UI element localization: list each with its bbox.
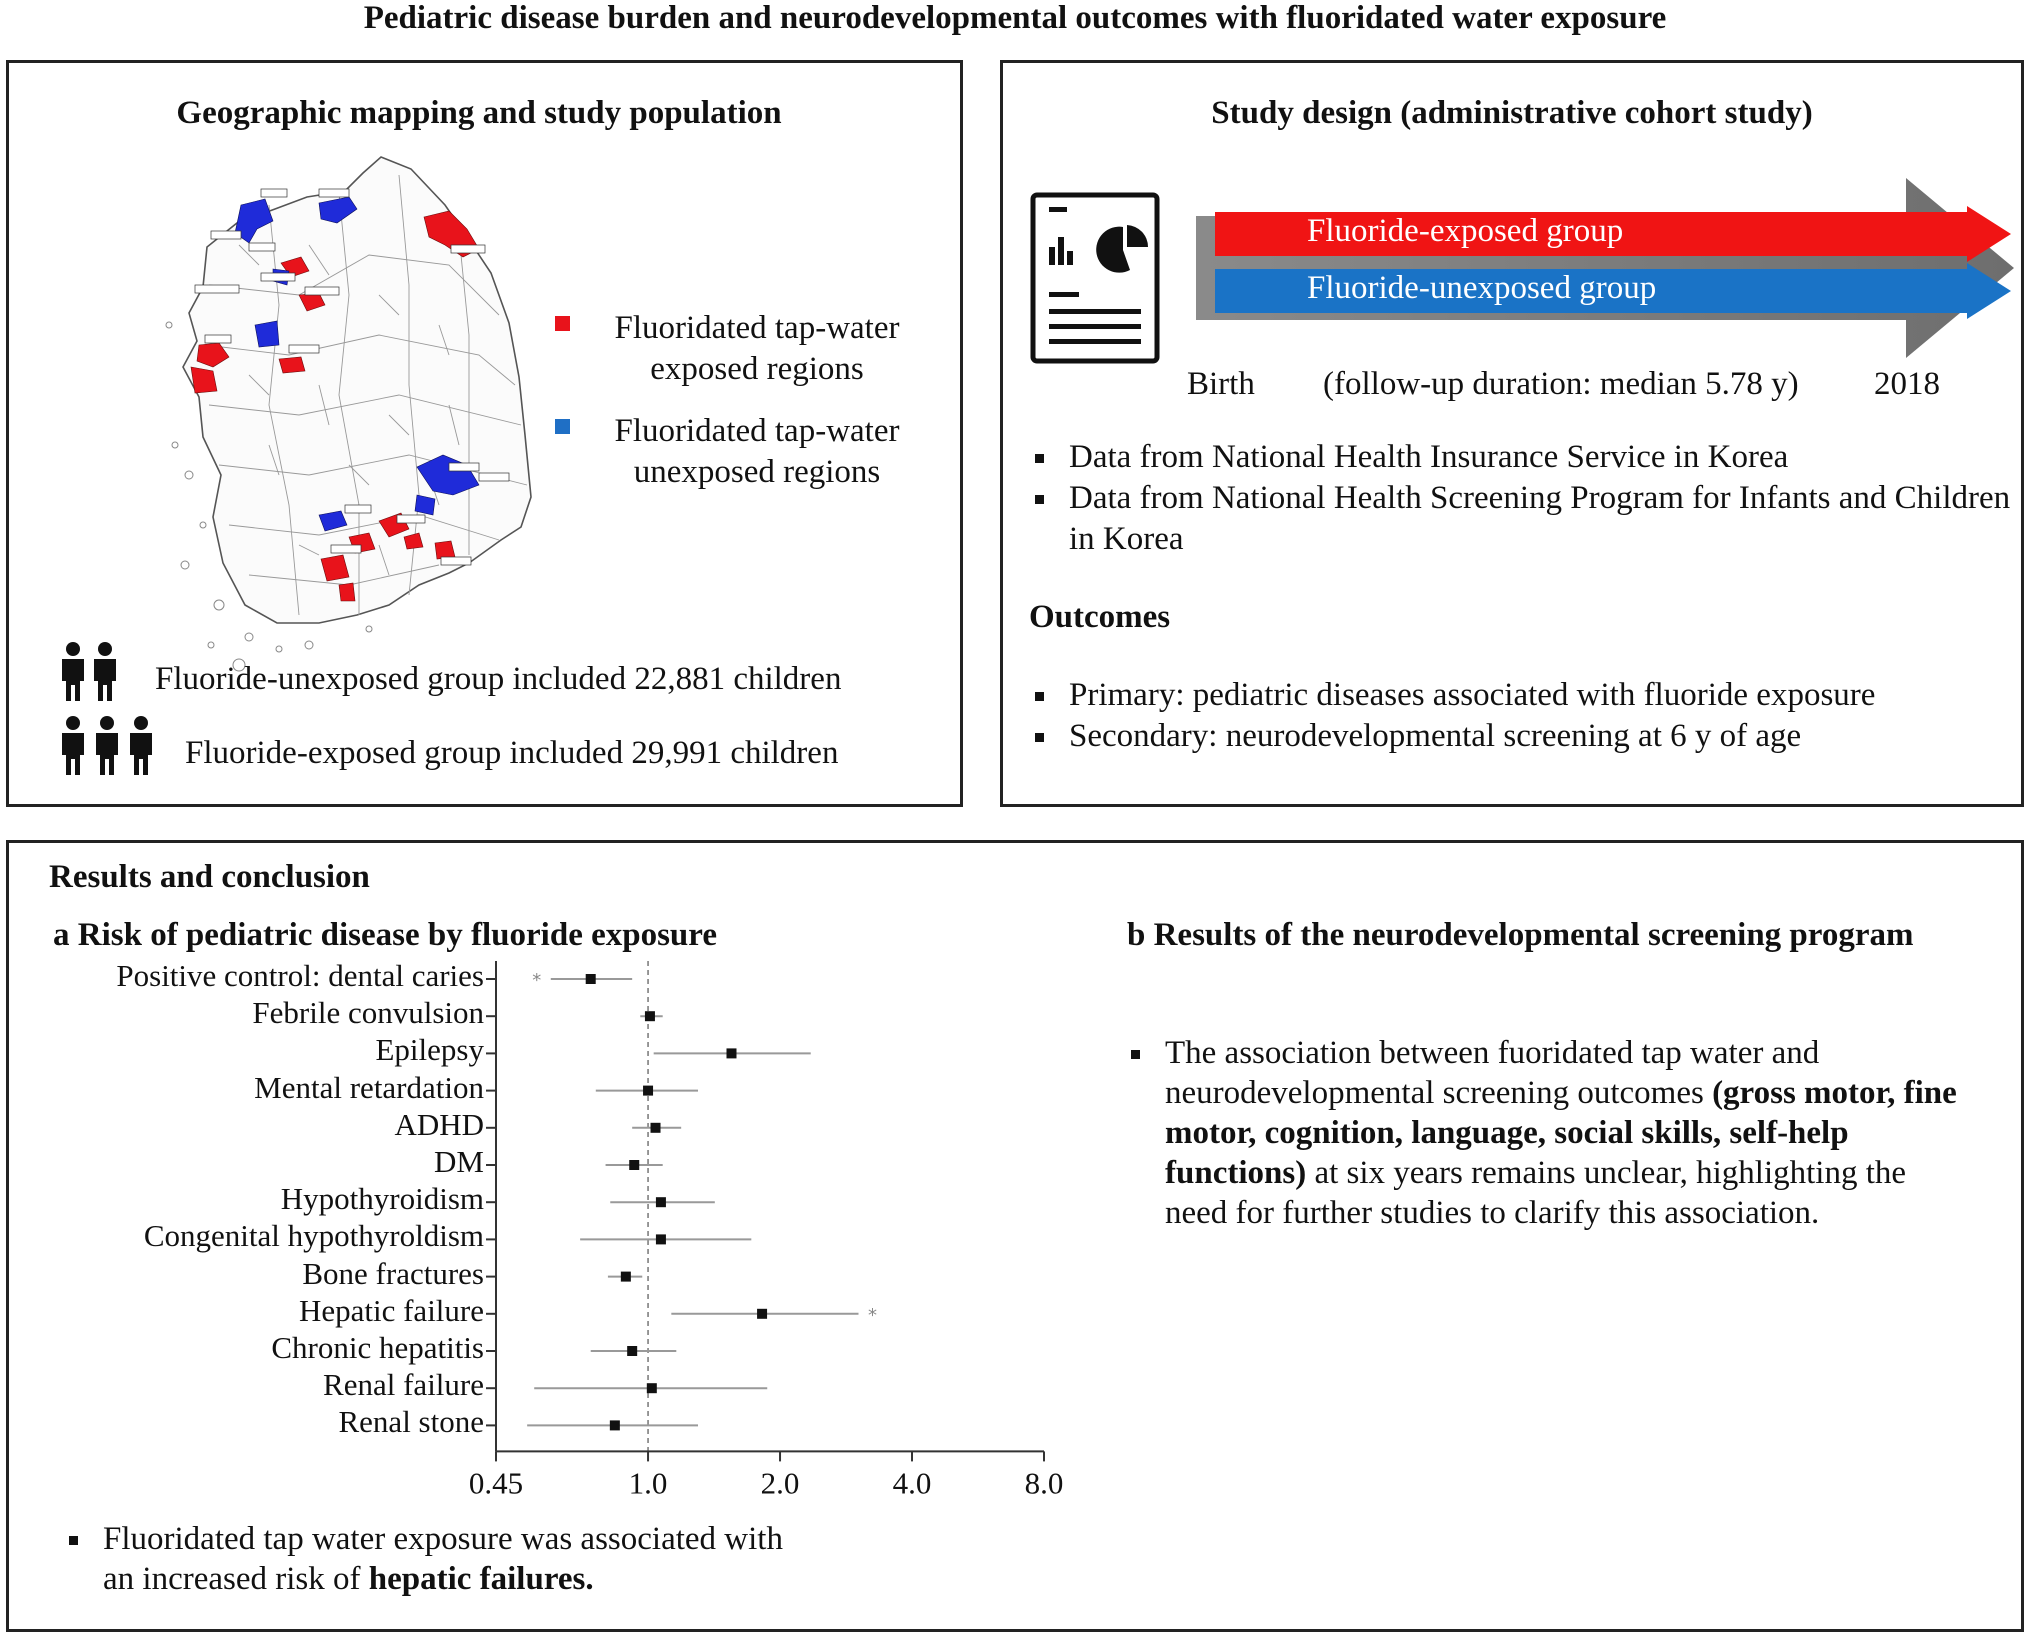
legend-unexposed-swatch [555,419,570,434]
forest-row-label: Mental retardation [254,1069,484,1105]
legend-exposed-swatch [555,316,570,331]
design-panel [1000,60,2024,807]
exposed-count: Fluoride-exposed group included 29,991 children [185,735,839,771]
forest-point-estimate [647,1383,657,1393]
forest-conclusion-list [59,1519,819,1599]
unexposed-arrow [1215,263,2015,319]
forest-point-estimate [643,1086,653,1096]
forest-x-tick-label: 2.0 [760,1465,800,1501]
people-icon-three [55,715,165,777]
forest-point-estimate [645,1011,655,1021]
forest-conclusion-emphasis: hepatic failures. [368,1561,594,1597]
timeline-start: Birth [1187,366,1255,402]
forest-point-estimate [656,1197,666,1207]
main-title: Pediatric disease burden and neurodevelopmental outcomes with fluoridated water exposure [363,0,1667,36]
forest-row-label: DM [434,1144,484,1179]
forest-row-label: Chronic hepatitis [271,1330,484,1365]
forest-row-label: Renal stone [338,1404,484,1440]
screening-title: b Results of the neurodevelopmental screening program [1127,917,1914,953]
results-panel [6,840,2024,1632]
outcomes-title: Outcomes [1029,599,1171,635]
report-icon [1027,189,1163,369]
forest-point-estimate [726,1048,736,1058]
screening-text-pre: The association between fuoridated tap water and neurodevelopmental screening outcomes [1165,1035,1820,1111]
data-sources-list [1025,437,2015,560]
forest-row-label: Bone fractures [302,1255,484,1291]
forest-point-estimate [621,1272,631,1282]
forest-point-estimate [757,1309,767,1319]
significance-marker: * [532,970,542,991]
screening-text-post: at six years remains unclear, highlighting the need for further studies to clarify this association. [1165,1155,1907,1231]
geo-panel [6,60,963,807]
legend-unexposed-line2: unexposed regions [633,454,881,490]
results-title: Results and conclusion [49,859,370,895]
forest-point-estimate [627,1346,637,1356]
screening-list [1121,1033,1961,1233]
forest-row-label: Hypothyroidism [280,1181,484,1217]
korea-map [149,145,549,705]
legend-exposed-line2: exposed regions [650,351,864,387]
geo-title: Geographic mapping and study population [176,95,782,131]
unexposed-arrow-label: Fluoride-unexposed group [1307,270,1657,306]
exposed-arrow [1215,206,2015,262]
timeline-end: 2018 [1874,366,1940,402]
data-source-item: Data from National Health Insurance Service in Korea [1025,437,2015,478]
legend-unexposed-line1: Fluoridated tap-water [614,413,900,449]
significance-marker: * [868,1304,878,1326]
forest-row-label: Epilepsy [375,1032,484,1068]
outcome-item: Secondary: neurodevelopmental screening at 6 y of age [1025,716,2015,757]
forest-row-label: Hepatic failure [298,1292,484,1328]
data-source-item: Data from National Health Screening Program for Infants and Children in Korea [1025,478,2015,560]
screening-conclusion [1121,1033,1961,1233]
forest-label-column [9,843,484,1623]
design-title: Study design (administrative cohort study) [1211,95,1813,131]
forest-point-estimate [586,974,596,984]
forest-x-tick-label: 8.0 [1024,1465,1064,1501]
forest-point-estimate [629,1160,639,1170]
forest-x-tick-label: 1.0 [628,1465,668,1501]
people-icon-two [55,641,131,703]
forest-point-estimate [610,1420,620,1430]
forest-row-label: Febrile convulsion [252,995,484,1031]
forest-row-label: Congenital hypothyroldism [143,1218,484,1254]
forest-x-tick-label: 4.0 [892,1465,932,1501]
exposed-arrow-label: Fluoride-exposed group [1307,213,1624,249]
legend-exposed-line1: Fluoridated tap-water [614,310,900,346]
forest-plot [468,961,1104,1521]
unexposed-count: Fluoride-unexposed group included 22,881 children [155,661,842,697]
forest-point-estimate [651,1123,661,1133]
forest-conclusion-text: Fluoridated tap water exposure was associated with an increased risk of [103,1521,783,1597]
timeline-duration: (follow-up duration: median 5.78 y) [1323,366,1799,402]
forest-row-label: ADHD [394,1106,484,1142]
forest-x-tick-label: 0.45 [468,1465,524,1501]
forest-point-estimate [656,1234,666,1244]
outcome-item: Primary: pediatric diseases associated with fluoride exposure [1025,675,2015,716]
forest-conclusion [59,1519,819,1599]
forest-title: a Risk of pediatric disease by fluoride exposure [53,917,717,953]
forest-row-label: Positive control: dental caries [116,958,484,993]
outcomes-list [1025,675,2015,757]
forest-row-label: Renal failure [323,1367,484,1403]
screening-text-bold: (gross motor, fine motor, cognition, language, social skills, self-help functions) [1165,1075,1957,1191]
